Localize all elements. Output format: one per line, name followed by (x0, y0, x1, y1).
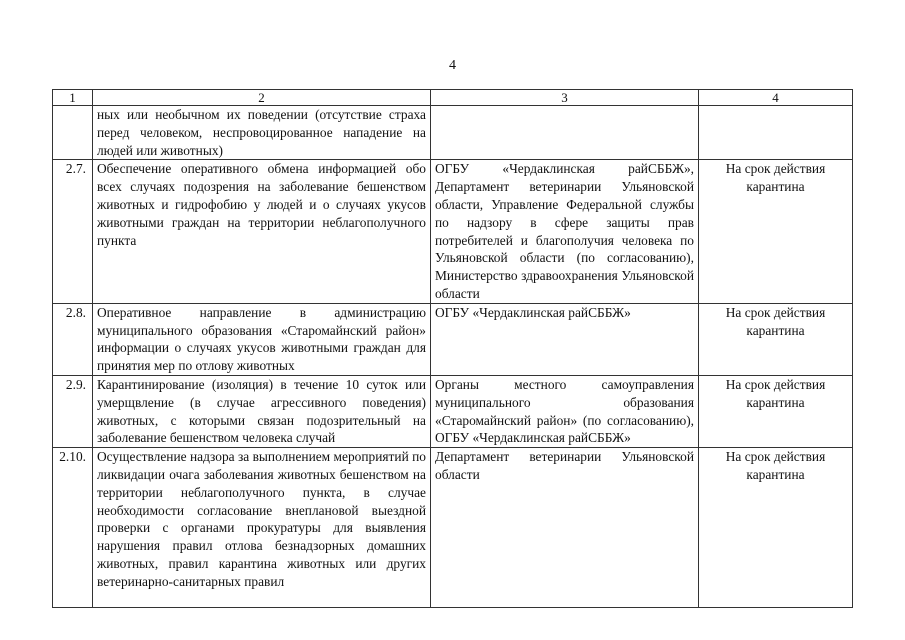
executor-text: Департамент ветеринарии Ульяновской области (431, 448, 699, 608)
column-header-3: 3 (431, 90, 699, 106)
row-number: 2.8. (53, 303, 93, 375)
measure-text: Обеспечение оперативного обмена информацией обо всех случаях подозрения на заболевание бешенством животных и гидрофобию у людей и о случаях укусов животными граждан на территории неблагополучного пункта (93, 160, 431, 303)
column-header-1: 1 (53, 90, 93, 106)
term-text: На срок действия карантина (699, 303, 853, 375)
executor-text (431, 106, 699, 160)
term-text (699, 106, 853, 160)
table-row (53, 160, 853, 303)
column-header-2: 2 (93, 90, 431, 106)
measure-text: Оперативное направление в администрацию муниципального образования «Старомайнский район» информации о случаях укусов животными граждан для принятия мер по отлову животных (93, 303, 431, 375)
term-text: На срок действия карантина (699, 375, 853, 447)
table-row (53, 106, 853, 160)
row-number: 2.7. (53, 160, 93, 303)
table-row (53, 303, 853, 375)
measure-text: ных или необычном их поведении (отсутствие страха перед человеком, неспровоцированное нападение на людей или животных) (93, 106, 431, 160)
table-row (53, 448, 853, 608)
executor-text: ОГБУ «Чердаклинская райСББЖ», Департамент ветеринарии Ульяновской области, Управление Федеральной службы по надзору в сфере защиты прав потребителей и благополучия человека по Ульяновской области (по согласованию), Министерство здравоохранения Ульяновской области (431, 160, 699, 303)
term-text: На срок действия карантина (699, 160, 853, 303)
term-text: На срок действия карантина (699, 448, 853, 608)
executor-text: Органы местного самоуправления муниципального образования «Старомайнский район» (по согласованию), ОГБУ «Чердаклинская райСББЖ» (431, 375, 699, 447)
row-number (53, 106, 93, 160)
executor-text: ОГБУ «Чердаклинская райСББЖ» (431, 303, 699, 375)
column-header-4: 4 (699, 90, 853, 106)
row-number: 2.9. (53, 375, 93, 447)
measures-table (52, 89, 853, 608)
measure-text: Осуществление надзора за выполнением мероприятий по ликвидации очага заболевания животных бешенством на территории неблагополучного пункта, в случае необходимости согласование внеплановой выездной проверки с органами прокуратуры для выявления нарушения правил отлова безнадзорных домашних животных, правил карантина животных или других ветеринарно-санитарных правил (93, 448, 431, 608)
page-number: 4 (449, 58, 456, 73)
table-header-row (53, 90, 853, 106)
measure-text: Карантинирование (изоляция) в течение 10 суток или умерщвление (в случае агрессивного поведения) животных, с которыми связан подозрительный на заболевание бешенством человека случай (93, 375, 431, 447)
table-row (53, 375, 853, 447)
row-number: 2.10. (53, 448, 93, 608)
